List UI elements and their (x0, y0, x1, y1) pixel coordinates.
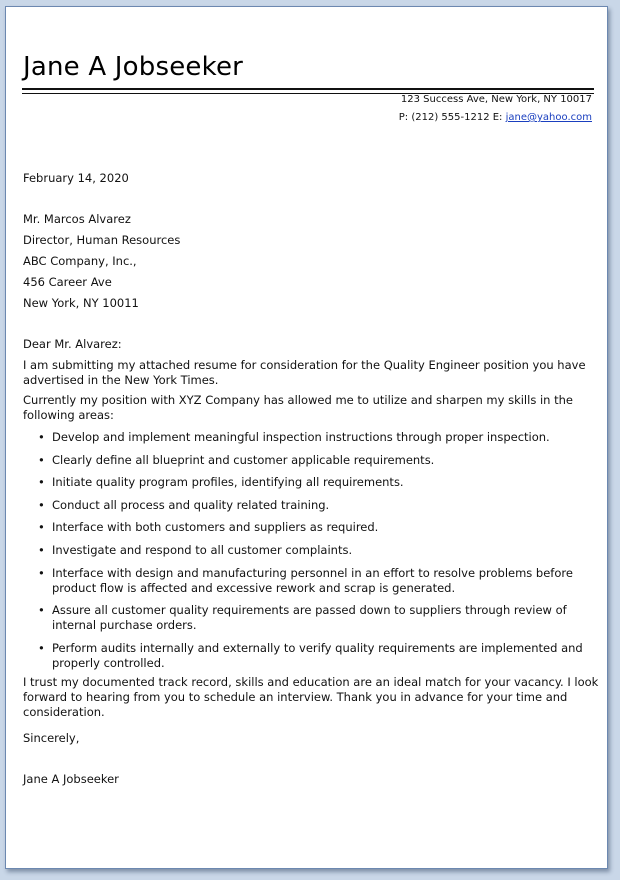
skills-list-item (23, 520, 599, 535)
bullet-icon: • (38, 497, 45, 512)
skills-lead-in: Currently my position with XYZ Company has allowed me to utilize and sharpen my skills in the following areas: (23, 393, 573, 422)
sender-name: Jane A Jobseeker (23, 52, 244, 82)
skills-list-item-text: Conduct all process and quality related training. (52, 497, 330, 512)
skills-list-item (23, 543, 599, 558)
bullet-icon: • (38, 452, 45, 467)
sender-phone: P: (212) 555-1212 E: (398, 112, 506, 123)
skills-list (23, 430, 599, 678)
recipient-company: ABC Company, Inc., (23, 254, 137, 268)
skills-list-item-text: Interface with design and manufacturing personnel in an effort to resolve problems before product flow is affected and excessive rework and scrap is generated. (52, 565, 573, 595)
recipient-city: New York, NY 10011 (23, 296, 139, 310)
skills-list-item (23, 498, 599, 513)
recipient-title: Director, Human Resources (23, 233, 181, 247)
sender-contact-line (399, 112, 592, 123)
recipient-name: Mr. Marcos Alvarez (23, 212, 131, 226)
skills-list-item-text: Clearly define all blueprint and customer applicable requirements. (52, 452, 435, 467)
bullet-icon: • (38, 520, 45, 535)
sender-address: 123 Success Ave, New York, NY 10017 (400, 94, 592, 105)
skills-list-item (23, 430, 599, 445)
letter-date: February 14, 2020 (23, 171, 129, 185)
bullet-icon: • (38, 603, 45, 618)
skills-list-item-text: Interface with both customers and suppliers as required. (52, 520, 379, 535)
skills-list-item-text: Perform audits internally and externally to verify quality requirements are implemented and properly controlled. (52, 640, 583, 670)
signature-name: Jane A Jobseeker (23, 772, 119, 786)
closing-paragraph: I trust my documented track record, skills and education are an ideal match for your vacancy. I look forward to hearing from you to schedule an interview. Thank you in advance for your time and consideration. (23, 675, 599, 719)
recipient-street: 456 Career Ave (23, 275, 112, 289)
skills-list-item (23, 475, 599, 490)
skills-list-item (23, 566, 599, 596)
skills-list-item (23, 641, 599, 671)
sender-email-link[interactable]: jane@yahoo.com (505, 112, 592, 123)
skills-list-item (23, 453, 599, 468)
intro-paragraph: I am submitting my attached resume for consideration for the Quality Engineer position you have advertised in the New York Times. (23, 358, 586, 387)
skills-list-item-text: Initiate quality program profiles, identifying all requirements. (52, 475, 404, 490)
salutation: Dear Mr. Alvarez: (23, 337, 122, 351)
letter-page (5, 6, 608, 869)
bullet-icon: • (38, 542, 45, 557)
header-rule-thick (22, 88, 594, 90)
bullet-icon: • (38, 565, 45, 580)
skills-list-item-text: Investigate and respond to all customer complaints. (52, 542, 353, 557)
skills-list-item-text: Assure all customer quality requirements are passed down to suppliers through review of internal purchase orders. (52, 603, 567, 633)
skills-list-item (23, 603, 599, 633)
skills-list-item-text: Develop and implement meaningful inspection instructions through proper inspection. (52, 430, 550, 444)
bullet-icon: • (38, 475, 45, 490)
bullet-icon: • (38, 640, 45, 655)
bullet-icon: • (38, 430, 45, 444)
sign-off: Sincerely, (23, 731, 80, 745)
